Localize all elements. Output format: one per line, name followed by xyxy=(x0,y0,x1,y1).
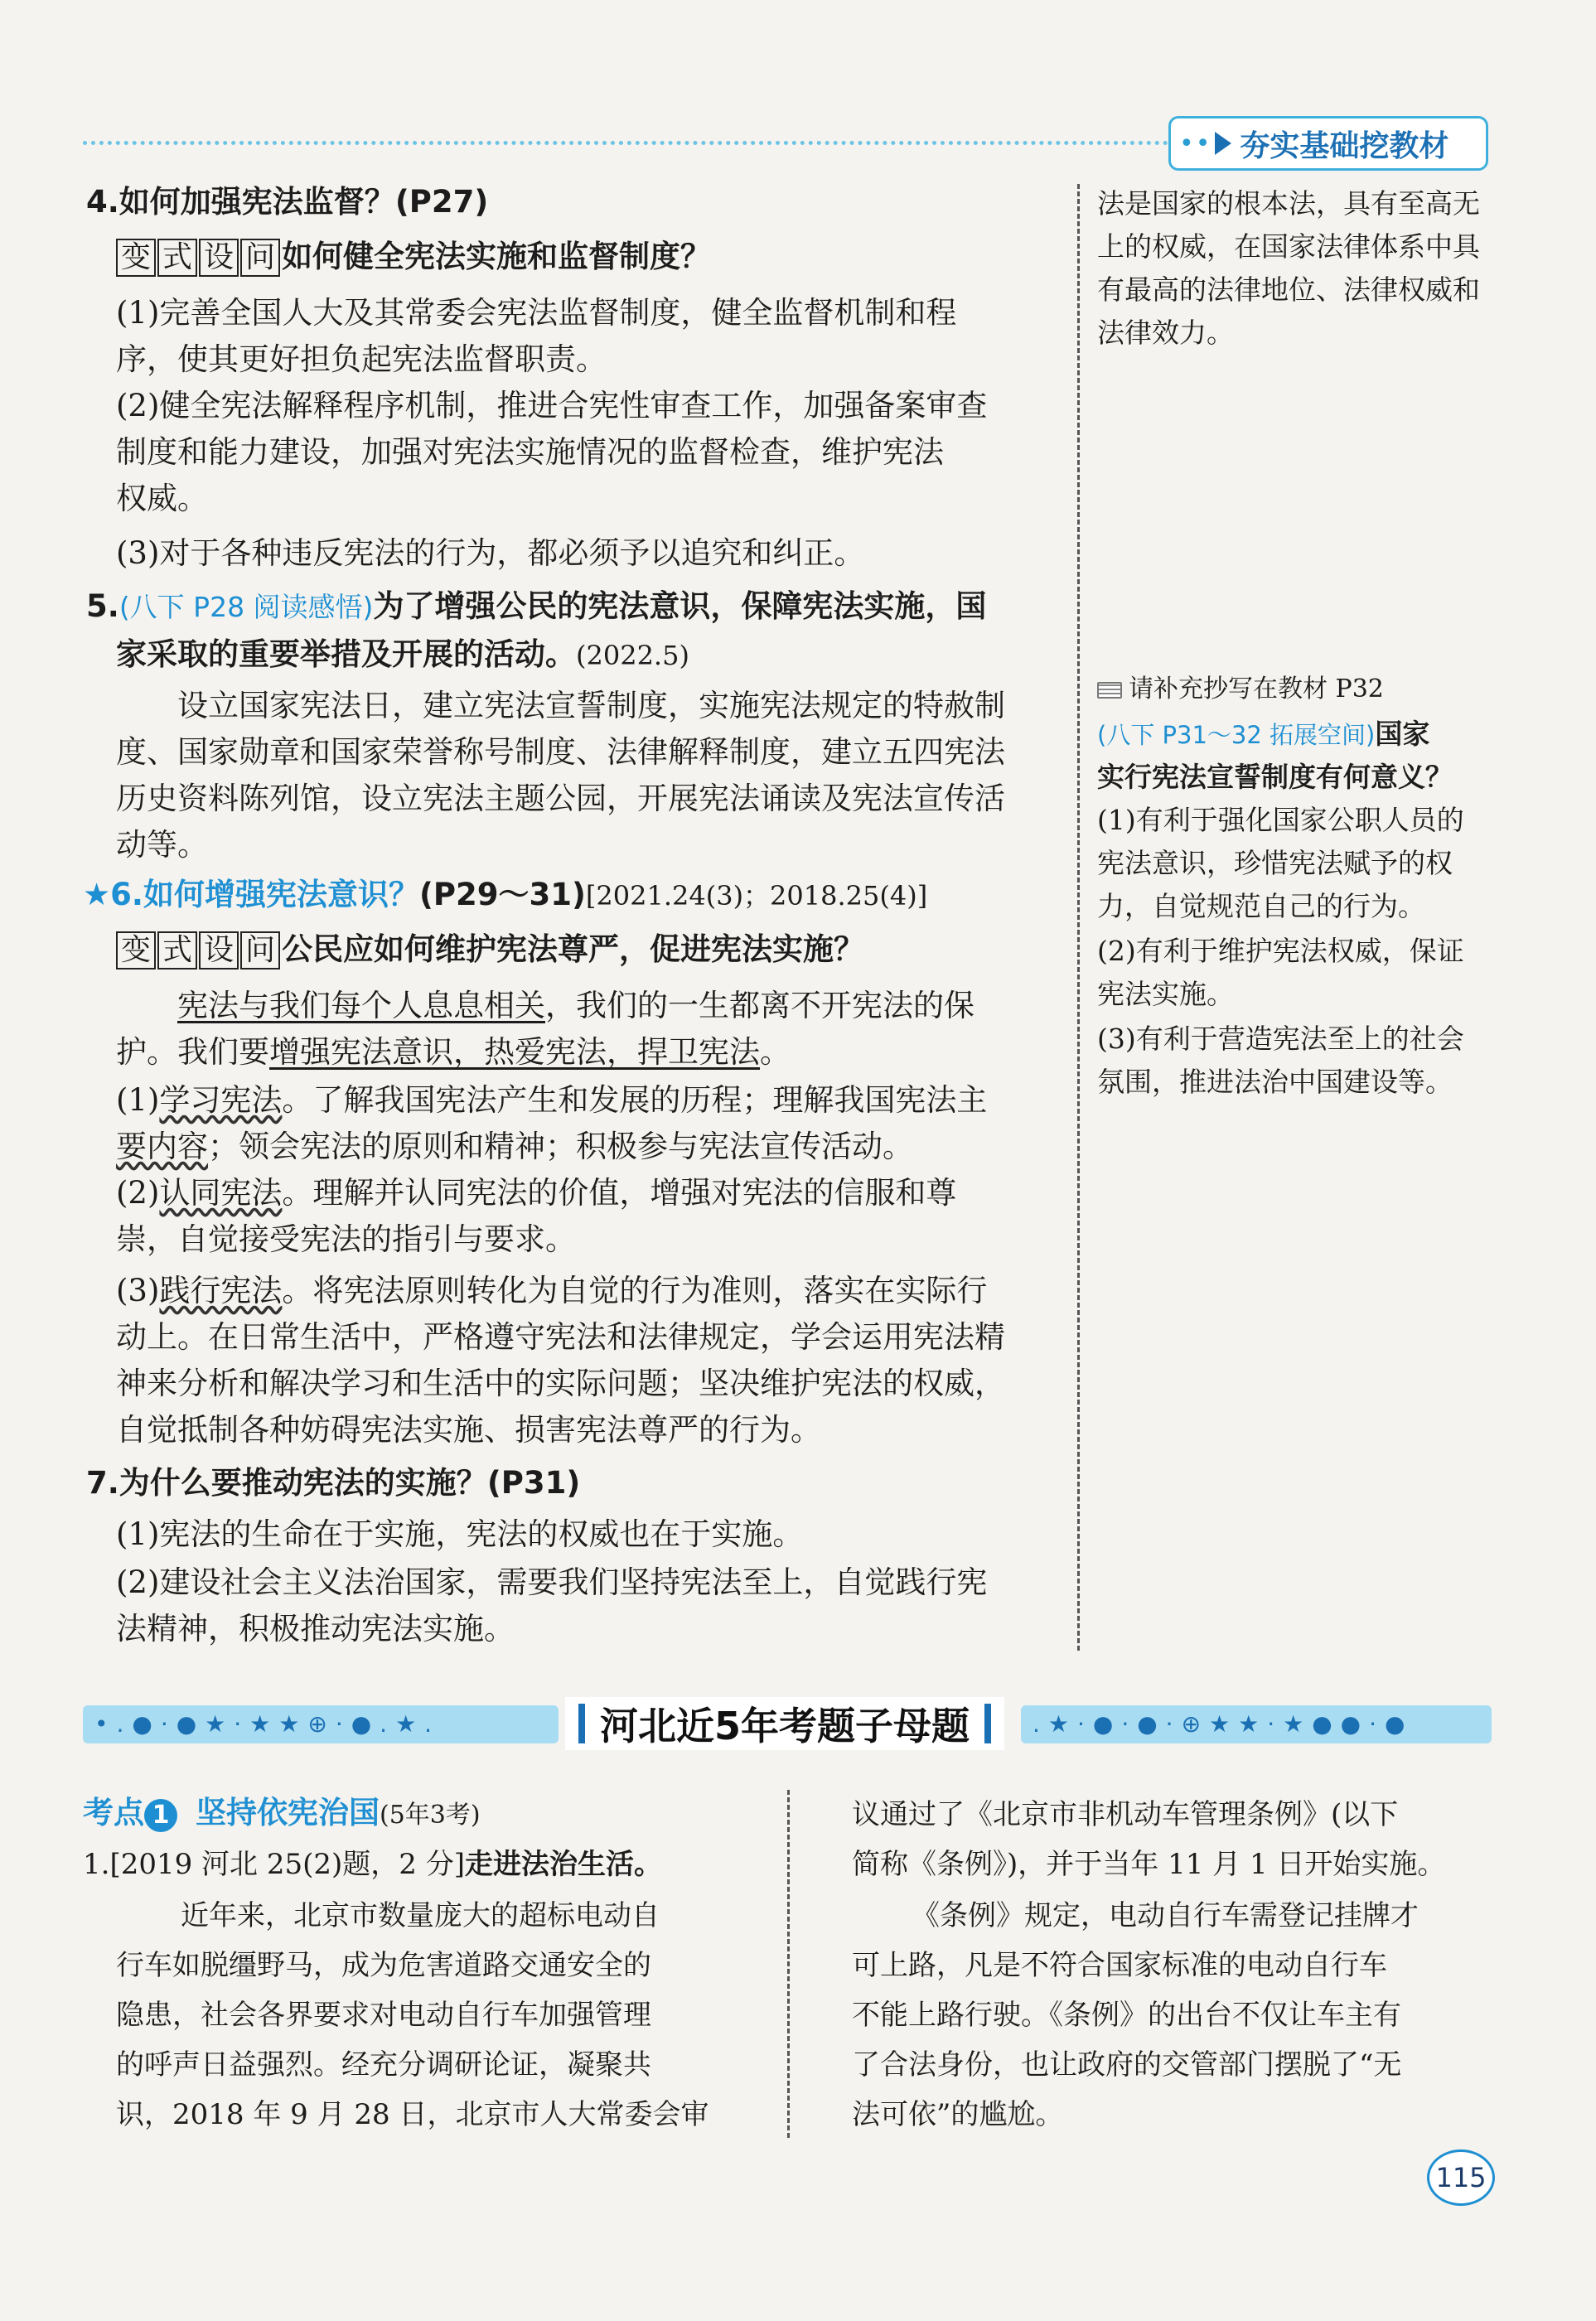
banner-bar xyxy=(578,1704,585,1743)
variant-char: 设 xyxy=(199,931,239,970)
q6-text: 。 xyxy=(760,1034,791,1070)
sidebar-note xyxy=(1097,673,1384,706)
sidebar-ext-title-2: 实行宪法宣誓制度有何意义？ xyxy=(1097,761,1453,793)
sidebar-ext-ref: (八下 P31～32 拓展空间) xyxy=(1097,721,1376,749)
q5-title: 为了增强公民的宪法意识，保障宪法实施，国 xyxy=(373,588,987,624)
q4-line: 制度和能力建设，加强对宪法实施情况的监督检查，维护宪法 xyxy=(116,434,944,470)
exam-right-line: 法可依”的尴尬。 xyxy=(852,2098,1064,2131)
banner-title: 河北近5年考题子母题 xyxy=(599,1704,970,1748)
q6-years: [2021.24(3)；2018.25(4)] xyxy=(585,880,928,911)
variant-char: 式 xyxy=(157,239,197,277)
exam-q1-num: 1. xyxy=(83,1848,110,1881)
variant-char: 式 xyxy=(157,931,197,970)
q6-text: 护。我们要 xyxy=(116,1034,269,1070)
sidebar-line: 有最高的法律地位、法律权威和 xyxy=(1097,273,1480,306)
exam-right-line: 不能上路行驶。《条例》的出台不仅让车主有 xyxy=(852,1999,1401,2032)
sidebar-ext-line: (2)有利于维护宪法权威，保证 xyxy=(1097,935,1464,967)
q5-heading xyxy=(86,588,986,626)
q6-text: ；领会宪法的原则和精神；积极参与宪法宣传活动。 xyxy=(208,1129,913,1164)
exam-q1-title: 走进法治生活。 xyxy=(465,1848,662,1881)
sidebar-ext-line: 宪法实施。 xyxy=(1097,978,1234,1010)
banner-title-box xyxy=(565,1697,1004,1750)
q6-item-1 xyxy=(116,1082,987,1119)
q5-year: (2022.5) xyxy=(576,640,689,671)
variant-char: 问 xyxy=(240,931,280,970)
section-banner xyxy=(83,1697,1492,1750)
exam-left-line: 识，2018 年 9 月 28 日，北京市人大常委会审 xyxy=(116,2098,709,2131)
q7-heading xyxy=(86,1465,580,1501)
q5-line: 历史资料陈列馆，设立宪法主题公园，开展宪法诵读及宪法宣传活 xyxy=(116,781,1005,816)
q5-line: 设立国家宪法日，建立宪法宣誓制度，实施宪法规定的特赦制 xyxy=(177,688,1005,723)
header-dotted-line xyxy=(83,141,1168,145)
q6-item-3-cont: 神来分析和解决学习和生活中的实际问题；坚决维护宪法的权威， xyxy=(116,1366,1005,1401)
memo-icon xyxy=(1097,682,1122,699)
exam-right-line: 简称《条例》)，并于当年 11 月 1 日开始实施。 xyxy=(852,1848,1446,1881)
variant-char: 设 xyxy=(199,239,239,277)
star-icon: ★ xyxy=(83,877,111,912)
exam-point-heading xyxy=(83,1795,481,1834)
sidebar-note-text: 请补充抄写在教材 P32 xyxy=(1129,675,1384,704)
q6-heading xyxy=(83,877,927,914)
q6-underlined-text: 宪法与我们每个人息息相关 xyxy=(177,988,545,1023)
q6-item-2 xyxy=(116,1175,956,1211)
q6-keyword: 践行宪法 xyxy=(159,1273,283,1308)
q6-item-3 xyxy=(116,1273,987,1309)
exam-point-number: 1 xyxy=(144,1799,177,1832)
q6-keyword: 学习宪法 xyxy=(159,1082,283,1118)
q7-line: 法精神，积极推动宪法实施。 xyxy=(116,1611,515,1646)
variant-question: 公民应如何维护宪法尊严，促进宪法实施？ xyxy=(282,931,865,967)
variant-char: 变 xyxy=(116,239,156,277)
q6-underlined-text: 增强宪法意识，热爱宪法，捍卫宪法 xyxy=(269,1034,760,1070)
q6-keyword: 认同宪法 xyxy=(159,1175,283,1211)
sidebar-ext-line: 宪法意识，珍惜宪法赋予的权 xyxy=(1097,847,1453,879)
exam-q1-source: [2019 河北 25(2)题，2 分] xyxy=(109,1848,465,1881)
banner-left-decoration: •.●·●★·★★⊕·●.★. xyxy=(83,1705,559,1743)
tag-dots: •• xyxy=(1179,128,1212,158)
q6-item-3-cont: 动上。在日常生活中，严格遵守宪法和法律规定，学会运用宪法精 xyxy=(116,1319,1005,1355)
q4-line: (3)对于各种违反宪法的行为，都必须予以追究和纠正。 xyxy=(116,535,865,571)
sidebar-ext-line: (1)有利于强化国家公职人员的 xyxy=(1097,804,1464,836)
item-number: (2) xyxy=(116,1175,160,1211)
q5-num: 5. xyxy=(86,588,119,624)
sidebar-ext-heading xyxy=(1097,718,1429,752)
q7-title: 7.为什么要推动宪法的实施？ xyxy=(86,1465,487,1501)
sidebar-line: 法律效力。 xyxy=(1097,317,1234,349)
section-tag xyxy=(1168,116,1488,171)
q5-ref: (八下 P28 阅读感悟) xyxy=(118,591,374,623)
exam-left-line: 隐患，社会各界要求对电动自行车加强管理 xyxy=(116,1999,651,2032)
banner-right-decoration: .★·●·●·⊕★★·★●●·● xyxy=(1021,1705,1492,1743)
exam-left-line: 行车如脱缰野马，成为危害道路交通安全的 xyxy=(116,1949,651,1982)
exam-right-line: 议通过了《北京市非机动车管理条例》(以下 xyxy=(852,1798,1399,1831)
exam-point-title: 坚持依宪治国 xyxy=(196,1795,380,1830)
q6-keyword: 要内容 xyxy=(116,1129,208,1164)
q6-text: ，我们的一生都离不开宪法的保 xyxy=(545,988,975,1023)
exam-q1-heading xyxy=(83,1846,662,1883)
exam-right-line: 可上路，凡是不符合国家标准的电动自行车 xyxy=(852,1949,1387,1982)
item-number: (3) xyxy=(116,1273,160,1308)
q6-text: 。将宪法原则转化为自觉的行为准则，落实在实际行 xyxy=(282,1273,988,1308)
sidebar-ext-line: 氛围，推进法治中国建设等。 xyxy=(1097,1066,1453,1098)
q6-item-2-cont: 崇，自觉接受宪法的指引与要求。 xyxy=(116,1221,576,1257)
sidebar-ext-line: (3)有利于营造宪法至上的社会 xyxy=(1097,1023,1464,1055)
sidebar-ext-title: 国家 xyxy=(1375,718,1430,750)
q7-line: (1)宪法的生命在于实施，宪法的权威也在于实施。 xyxy=(116,1516,804,1552)
q4-variant xyxy=(116,239,711,277)
q6-item-3-cont: 自觉抵制各种妨碍宪法实施、损害宪法尊严的行为。 xyxy=(116,1412,821,1448)
exam-point-label: 考点 xyxy=(83,1795,144,1830)
q4-line: 权威。 xyxy=(116,481,208,516)
item-number: (1) xyxy=(116,1082,160,1118)
variant-question: 如何健全宪法实施和监督制度？ xyxy=(282,239,712,274)
q6-title: 6.如何增强宪法意识？ xyxy=(110,877,419,912)
banner-bar xyxy=(984,1704,991,1743)
variant-char: 问 xyxy=(240,239,280,277)
sidebar-line: 上的权威，在国家法律体系中具 xyxy=(1097,230,1480,263)
sidebar-line: 法是国家的根本法，具有至高无 xyxy=(1097,187,1480,220)
column-divider xyxy=(1077,184,1080,1651)
q4-heading xyxy=(86,184,488,220)
q5-title-2: 家采取的重要举措及开展的活动。 xyxy=(116,636,576,672)
q7-line: (2)建设社会主义法治国家，需要我们坚持宪法至上，自觉践行宪 xyxy=(116,1564,988,1600)
exam-point-count: (5年3考) xyxy=(380,1801,481,1830)
exam-left-line: 的呼声日益强烈。经充分调研论证，凝聚共 xyxy=(116,2048,651,2082)
page-number: 115 xyxy=(1427,2149,1495,2206)
q4-ref: (P27) xyxy=(394,184,489,220)
q6-text: 。了解我国宪法产生和发展的历程；理解我国宪法主 xyxy=(282,1082,988,1118)
q6-ref: (P29～31) xyxy=(418,877,586,912)
q6-item-1-cont xyxy=(116,1129,913,1165)
q4-line: (2)健全宪法解释程序机制，推进合宪性审查工作，加强备案审查 xyxy=(116,388,988,423)
sidebar-ext-line: 力，自觉规范自己的行为。 xyxy=(1097,890,1425,922)
q6-para-line xyxy=(177,988,975,1024)
exam-right-line: 《条例》规定，电动自行车需登记挂牌才 xyxy=(912,1899,1419,1932)
q4-title: 4.如何加强宪法监督？ xyxy=(86,184,395,220)
section-tag-label: 夯实基础挖教材 xyxy=(1240,128,1449,163)
exam-column-divider xyxy=(787,1790,790,2138)
q6-variant xyxy=(116,931,864,970)
variant-char: 变 xyxy=(116,931,156,970)
q6-text: 。理解并认同宪法的价值，增强对宪法的信服和尊 xyxy=(282,1175,957,1211)
q5-heading-2 xyxy=(116,636,689,674)
q6-para-line xyxy=(116,1034,791,1071)
q4-line: (1)完善全国人大及其常委会宪法监督制度，健全监督机制和程 xyxy=(116,295,957,331)
exam-left-line: 近年来，北京市数量庞大的超标电动自 xyxy=(181,1899,660,1932)
q4-line: 序，使其更好担负起宪法监督职责。 xyxy=(116,341,607,377)
q5-line: 度、国家勋章和国家荣誉称号制度、法律解释制度，建立五四宪法 xyxy=(116,734,1005,770)
arrow-right-icon xyxy=(1215,132,1231,155)
q7-ref: (P31) xyxy=(486,1465,581,1501)
exam-right-line: 了合法身份，也让政府的交管部门摆脱了“无 xyxy=(852,2048,1402,2082)
q5-line: 动等。 xyxy=(116,827,208,863)
